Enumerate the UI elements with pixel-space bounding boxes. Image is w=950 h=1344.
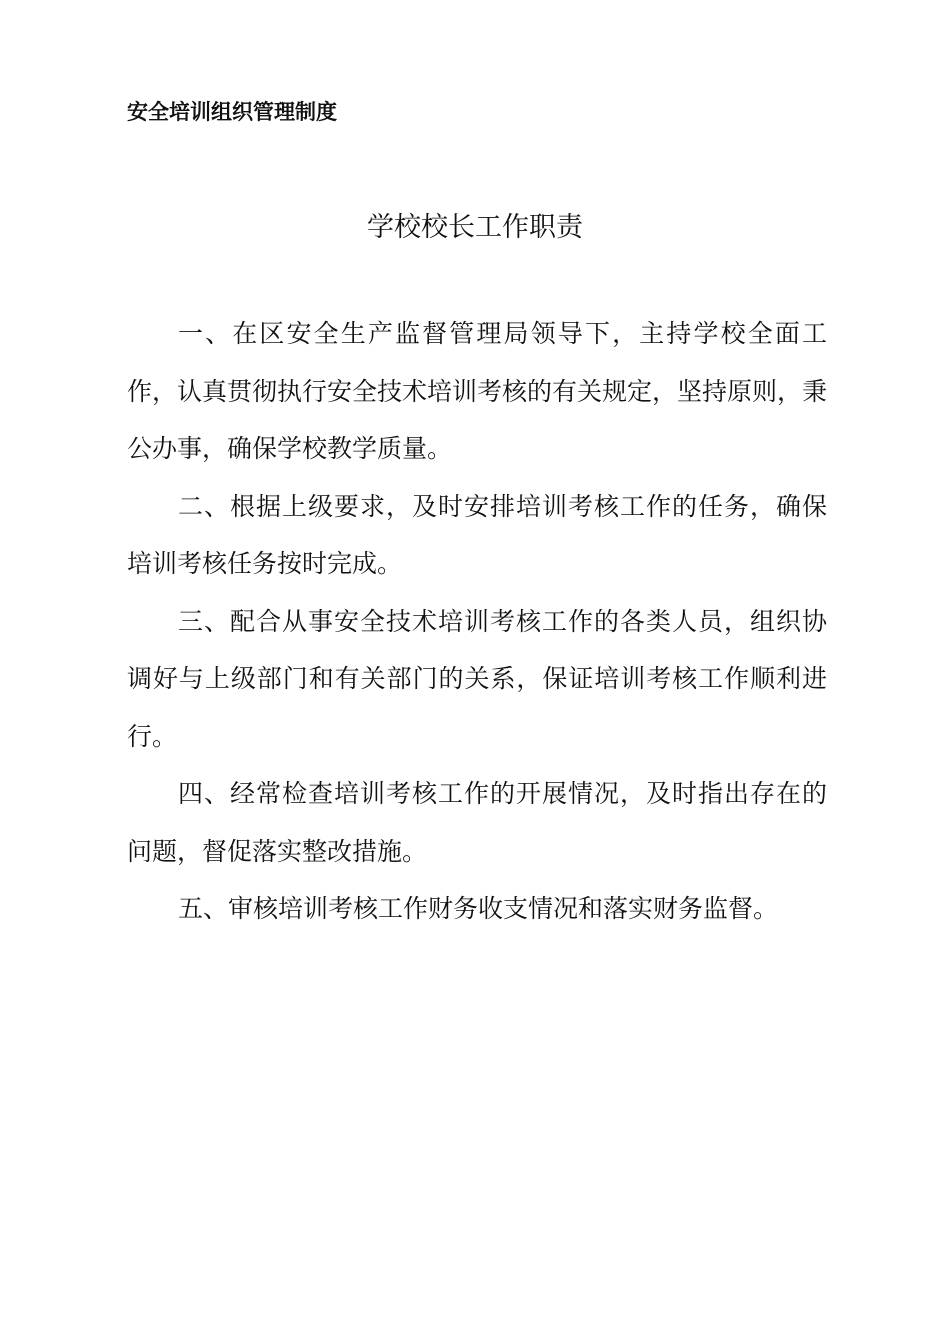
paragraph-4: 四、经常检查培训考核工作的开展情况，及时指出存在的问题，督促落实整改措施。 [127, 779, 827, 866]
paragraph-3: 三、配合从事安全技术培训考核工作的各类人员，组织协调好与上级部门和有关部门的关系，保证培训考核工作顺利进行。 [127, 606, 827, 751]
paragraph-2: 二、根据上级要求，及时安排培训考核工作的任务，确保培训考核任务按时完成。 [127, 491, 827, 578]
document-body [127, 305, 827, 938]
paragraph-1: 一、在区安全生产监督管理局领导下，主持学校全面工作，认真贯彻执行安全技术培训考核的有关规定，坚持原则，秉公办事，确保学校教学质量。 [127, 319, 828, 463]
document-title: 学校校长工作职责 [367, 212, 583, 243]
paragraph-5: 五、审核培训考核工作财务收支情况和落实财务监督。 [178, 894, 779, 923]
header-title: 安全培训组织管理制度 [127, 100, 337, 124]
